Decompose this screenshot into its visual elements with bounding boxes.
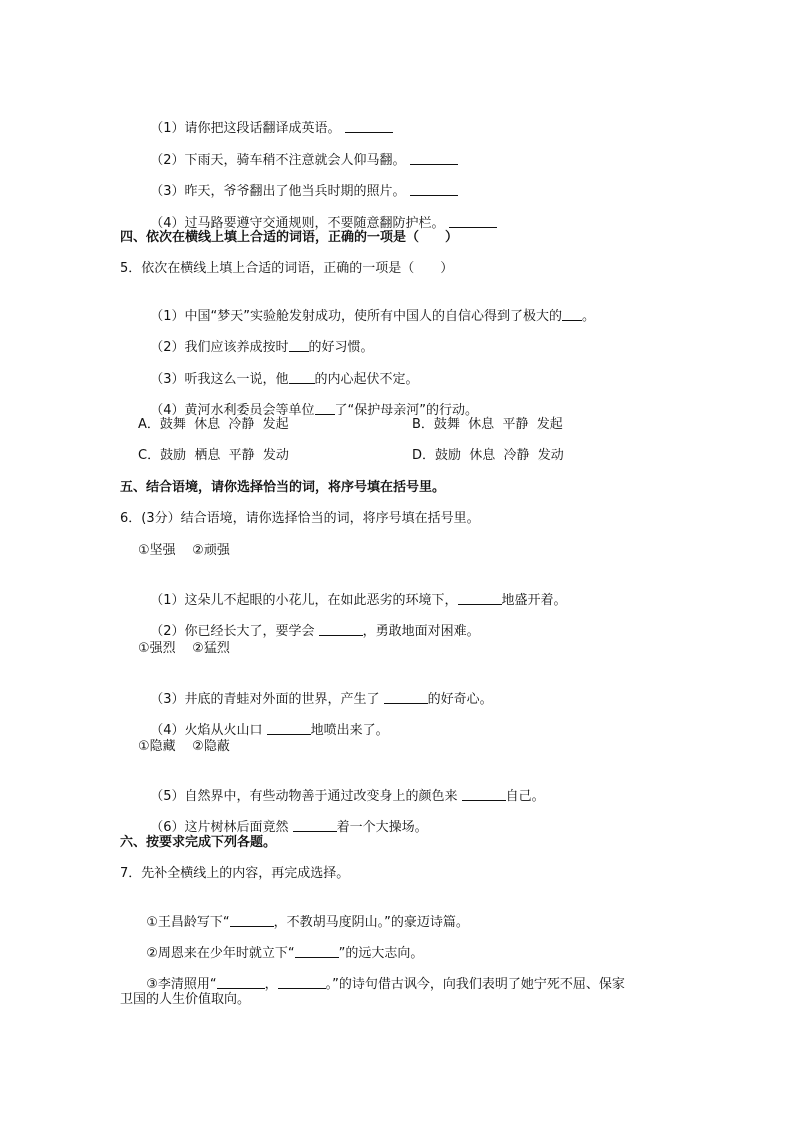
answer-blank[interactable] <box>462 788 506 801</box>
q6-sentence-6: （6）这片树林后面竟然 着一个大操场。 <box>150 820 428 835</box>
q5-sentence-1: （1）中国“梦天”实验舱发射成功，使所有中国人的自信心得到了极大的 。 <box>150 309 596 324</box>
q5-option-a[interactable]: A．鼓舞 休息 冷静 发起 <box>138 417 289 432</box>
answer-blank[interactable] <box>293 819 337 832</box>
section-6-title: 六、按要求完成下列各题。 <box>120 835 277 850</box>
q6-sentence-5: （5）自然界中，有些动物善于通过改变身上的颜色来 自己。 <box>150 789 545 804</box>
q4-item-3: （3）昨天，爷爷翻出了他当兵时期的照片。 <box>142 167 458 200</box>
q5-option-c[interactable]: C．鼓励 栖息 平静 发动 <box>138 448 289 463</box>
q5-stem: 5．依次在横线上填上合适的词语，正确的一项是（ ） <box>120 261 454 276</box>
q6-sentence-4: （4）火焰从火山口 地喷出来了。 <box>150 723 389 738</box>
q6-choice-group-2: ①强烈 ②猛烈 <box>138 641 230 656</box>
answer-blank[interactable] <box>410 152 458 165</box>
q4-item-4: （4）过马路要遵守交通规则，不要随意翻防护栏。 <box>142 199 497 232</box>
q7-stem: 7．先补全横线上的内容，再完成选择。 <box>120 866 350 881</box>
answer-blank[interactable] <box>278 976 326 989</box>
q6-sentence-1: （1）这朵儿不起眼的小花儿，在如此恶劣的环境下， 地盛开着。 <box>150 593 567 608</box>
answer-blank[interactable] <box>345 120 393 133</box>
answer-blank[interactable] <box>319 623 363 636</box>
section-4-title: 四、依次在横线上填上合适的词语，正确的一项是（ ） <box>120 230 459 245</box>
q6-sentence-3: （3）井底的青蛙对外面的世界，产生了 的好奇心。 <box>150 692 493 707</box>
answer-blank[interactable] <box>458 592 502 605</box>
answer-blank[interactable] <box>449 215 497 228</box>
q4-item-1: （1）请你把这段话翻译成英语。 <box>142 104 393 137</box>
q7-line-3: ③李清照用“ ， 。”的诗句借古讽今，向我们表明了她宁死不屈、保家 <box>146 977 625 992</box>
answer-blank[interactable] <box>289 371 315 384</box>
answer-blank[interactable] <box>267 722 311 735</box>
answer-blank[interactable] <box>315 402 335 415</box>
q6-choice-group-1: ①坚强 ②顽强 <box>138 543 230 558</box>
q6-sentence-2: （2）你已经长大了，要学会 ，勇敢地面对困难。 <box>150 624 480 639</box>
q5-sentence-4: （4）黄河水利委员会等单位 了“保护母亲河”的行动。 <box>150 403 479 418</box>
section-5-title: 五、结合语境，请你选择恰当的词，将序号填在括号里。 <box>120 480 446 495</box>
q7-line-2: ②周恩来在少年时就立下“ ”的远大志向。 <box>146 946 424 961</box>
q5-sentence-3: （3）听我这么一说，他 的内心起伏不定。 <box>150 372 419 387</box>
q5-option-b[interactable]: B．鼓舞 休息 平静 发起 <box>412 417 563 432</box>
q5-sentence-2: （2）我们应该养成按时 的好习惯。 <box>150 340 374 355</box>
q6-choice-group-3: ①隐藏 ②隐蔽 <box>138 739 230 754</box>
q4-item-2: （2）下雨天，骑车稍不注意就会人仰马翻。 <box>142 136 458 169</box>
answer-blank[interactable] <box>217 976 265 989</box>
answer-blank[interactable] <box>289 339 309 352</box>
q7-line-1: ①王昌龄写下“ ，不教胡马度阴山。”的豪迈诗篇。 <box>146 915 469 930</box>
answer-blank[interactable] <box>562 308 582 321</box>
answer-blank[interactable] <box>295 945 339 958</box>
q6-stem: 6．(3分）结合语境，请你选择恰当的词，将序号填在括号里。 <box>120 511 480 526</box>
q7-line-4: 卫国的人生价值取向。 <box>120 992 251 1007</box>
answer-blank[interactable] <box>410 183 458 196</box>
answer-blank[interactable] <box>384 691 428 704</box>
answer-blank[interactable] <box>230 914 274 927</box>
q5-option-d[interactable]: D．鼓励 休息 冷静 发动 <box>412 448 564 463</box>
